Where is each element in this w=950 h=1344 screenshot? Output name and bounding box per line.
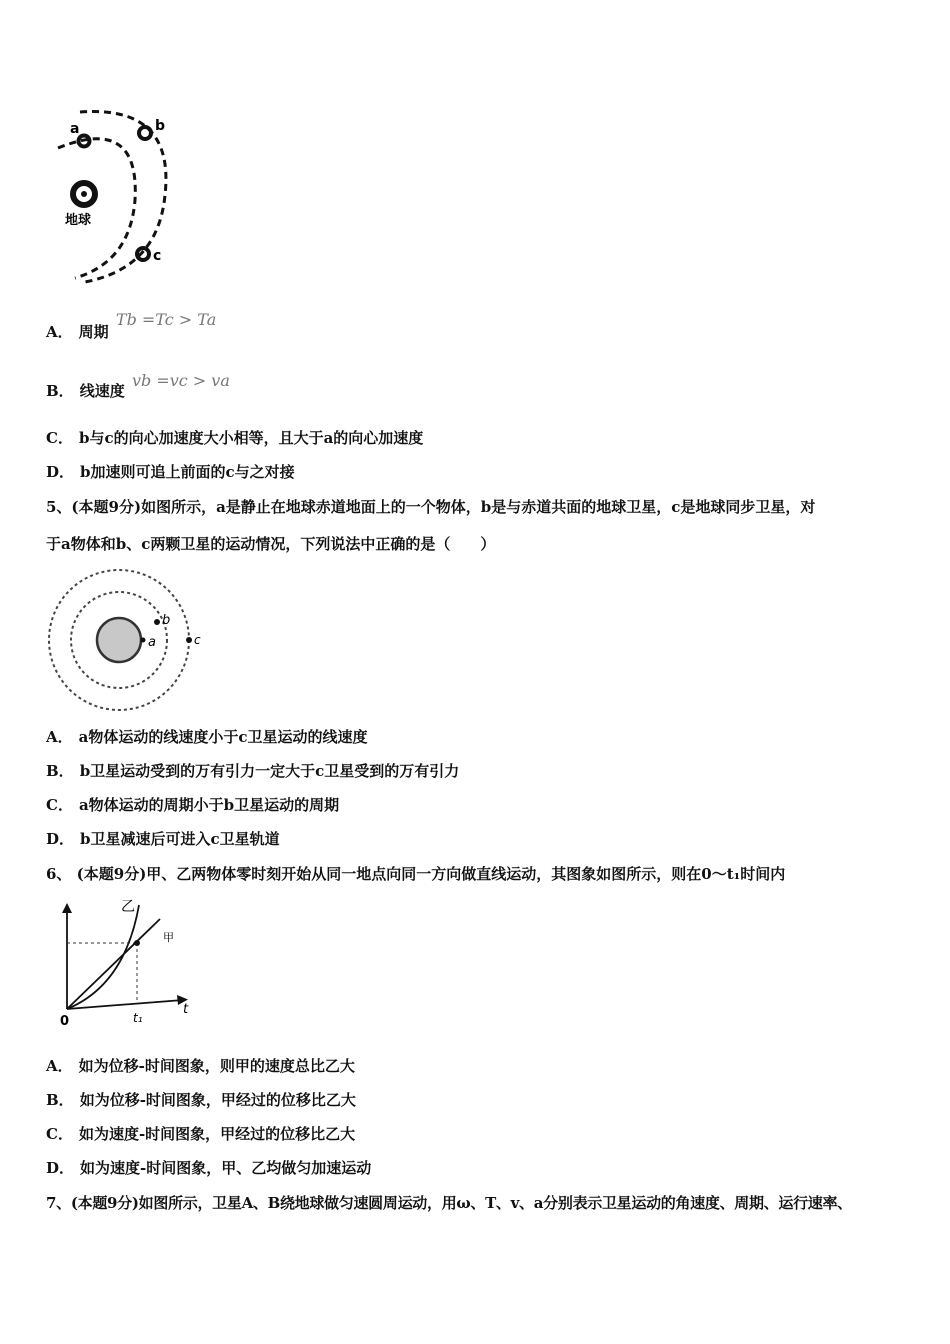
- line-jia: [67, 919, 160, 1009]
- q4-option-d[interactable]: D． b加速则可追上前面的c与之对接: [46, 463, 295, 481]
- y-axis-arrow: [62, 903, 72, 913]
- q6-option-a[interactable]: A． 如为位移-时间图象，则甲的速度总比乙大: [46, 1057, 355, 1075]
- inner-orbit: [58, 139, 135, 278]
- satellite-c: [137, 248, 149, 260]
- q5-stem-line1: 5、(本题9分)如图所示，a是静止在地球赤道地面上的一个物体，b是与赤道共面的地球卫星，c是地球同步卫星，对: [46, 498, 816, 516]
- earth-label: 地球: [65, 213, 92, 228]
- figure-orbit-abc: [50, 100, 180, 285]
- object-a-label: a: [148, 635, 156, 650]
- q7-stem-line1: 7、(本题9分)如图所示，卫星A、B绕地球做匀速圆周运动，用ω、T、v、a分别表示卫星运动的角速度、周期、运行速率、: [46, 1194, 852, 1212]
- q4-option-b[interactable]: B． 线速度 vb =vc > va: [46, 371, 230, 400]
- figure-concentric-orbits: [44, 566, 204, 716]
- satellite-a-label: a: [70, 121, 80, 137]
- label-t1: t₁: [133, 1011, 143, 1025]
- q5-option-a[interactable]: A． a物体运动的线速度小于c卫星运动的线速度: [46, 728, 368, 746]
- satellite-c-label: c: [194, 633, 201, 647]
- satellite-b-label: b: [155, 118, 166, 134]
- label-t: t: [183, 1002, 189, 1017]
- q6-option-c[interactable]: C． 如为速度-时间图象，甲经过的位移比乙大: [46, 1125, 356, 1143]
- curve-yi: [67, 905, 139, 1009]
- q4-option-c[interactable]: C． b与c的向心加速度大小相等，且大于a的向心加速度: [46, 429, 424, 447]
- satellite-c-label: c: [153, 248, 162, 264]
- q6-stem-line1: 6、 (本题9分)甲、乙两物体零时刻开始从同一地点向同一方向做直线运动，其图象如图所示，则在0～t₁时间内: [46, 865, 786, 883]
- satellite-b: [139, 127, 151, 139]
- label-origin: 0: [60, 1014, 70, 1029]
- earth: [97, 618, 141, 662]
- intersection-point: [134, 940, 140, 946]
- q4-option-a[interactable]: A． 周期 Tb =Tc > Ta: [46, 310, 217, 341]
- label-yi: 乙: [121, 899, 135, 915]
- q5-option-b[interactable]: B． b卫星运动受到的万有引力一定大于c卫星受到的万有引力: [46, 762, 460, 780]
- formula: Tb =Tc > Ta: [115, 310, 217, 329]
- x-axis: [67, 1000, 183, 1009]
- satellite-c: [186, 637, 192, 643]
- q6-option-d[interactable]: D． 如为速度-时间图象，甲、乙均做匀加速运动: [46, 1159, 372, 1177]
- satellite-b: [154, 619, 160, 625]
- q5-option-c[interactable]: C． a物体运动的周期小于b卫星运动的周期: [46, 796, 340, 814]
- satellite-b-label: b: [162, 613, 171, 628]
- q5-stem-line2: 于a物体和b、c两颗卫星的运动情况，下列说法中正确的是（ ）: [46, 535, 496, 553]
- object-a: [141, 638, 146, 643]
- figure-motion-graph: [55, 895, 200, 1030]
- label-jia: 甲: [163, 931, 174, 944]
- formula: vb =vc > va: [131, 371, 230, 390]
- q6-option-b[interactable]: B． 如为位移-时间图象，甲经过的位移比乙大: [46, 1091, 356, 1109]
- q5-option-d[interactable]: D． b卫星减速后可进入c卫星轨道: [46, 830, 280, 848]
